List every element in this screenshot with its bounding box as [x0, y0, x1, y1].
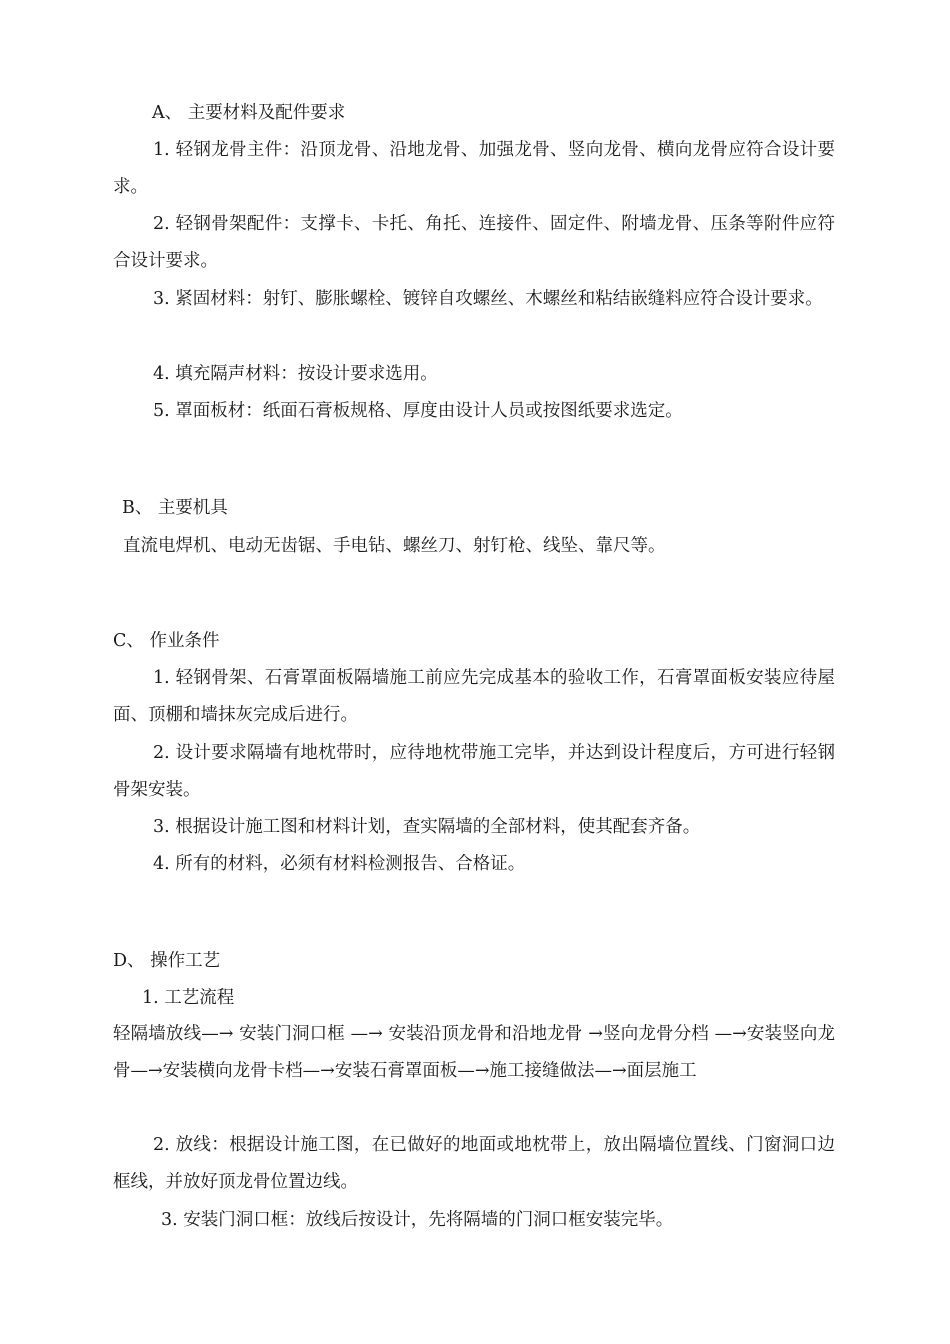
- process-flow: 轻隔墙放线—→ 安装门洞口框 —→ 安装沿顶龙骨和沿地龙骨 →竖向龙骨分档 —→安装竖向龙骨—→安装横向龙骨卡档—→安装石膏罩面板—→施工接缝做法—→面层施工: [113, 1024, 835, 1081]
- section-a-item-1: 1. 轻钢龙骨主件：沿顶龙骨、沿地龙骨、加强龙骨、竖向龙骨、横向龙骨应符合设计要求。: [113, 140, 835, 197]
- section-b-heading: B、 主要机具: [122, 498, 228, 518]
- section-d-heading: D、 操作工艺: [113, 951, 221, 971]
- section-d-subheading: 1. 工艺流程: [142, 988, 235, 1008]
- section-a-item-5: 5. 罩面板材：纸面石膏板规格、厚度由设计人员或按图纸要求选定。: [153, 401, 683, 421]
- section-a-item-4: 4. 填充隔声材料：按设计要求选用。: [153, 364, 438, 384]
- section-a-heading: A、 主要材料及配件要求: [152, 103, 346, 123]
- section-d-item-3: 3. 安装门洞口框：放线后按设计，先将隔墙的门洞口框安装完毕。: [161, 1210, 674, 1230]
- section-c-item-3: 3. 根据设计施工图和材料计划，查实隔墙的全部材料，使其配套齐备。: [153, 817, 701, 837]
- section-a-item-3: 3. 紧固材料：射钉、膨胀螺栓、镀锌自攻螺丝、木螺丝和粘结嵌缝料应符合设计要求。: [153, 289, 823, 309]
- section-b-body: 直流电焊机、电动无齿锯、手电钻、螺丝刀、射钉枪、线坠、靠尺等。: [123, 536, 666, 556]
- section-c-heading: C、 作业条件: [113, 631, 220, 651]
- section-c-item-4: 4. 所有的材料，必须有材料检测报告、合格证。: [153, 854, 526, 874]
- section-d-item-2: 2. 放线：根据设计施工图，在已做好的地面或地枕带上，放出隔墙位置线、门窗洞口边框线，并放好顶龙骨位置边线。: [113, 1135, 835, 1192]
- section-c-item-2: 2. 设计要求隔墙有地枕带时，应待地枕带施工完毕，并达到设计程度后，方可进行轻钢骨架安装。: [113, 743, 835, 800]
- section-a-item-2: 2. 轻钢骨架配件：支撑卡、卡托、角托、连接件、固定件、附墙龙骨、压条等附件应符合设计要求。: [113, 214, 835, 271]
- section-c-item-1: 1. 轻钢骨架、石膏罩面板隔墙施工前应先完成基本的验收工作，石膏罩面板安装应待屋面、顶棚和墙抹灰完成后进行。: [113, 668, 835, 725]
